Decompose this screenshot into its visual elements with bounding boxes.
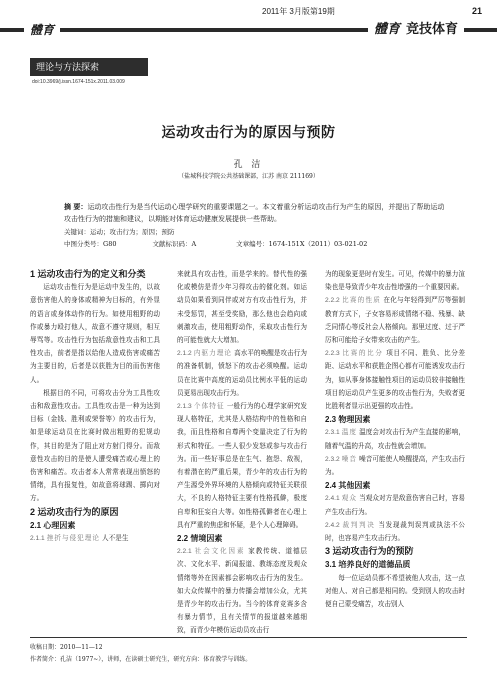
heading-text: 温度	[341, 428, 358, 437]
paragraph: 一般行为的心理学家研究发现人格特征，尤其是人格结构中的性格和自我，而且性格和自尊两个变量决定了行为的形式和特征。一些人很少发怒或参与攻击行为。而一些好事总是在生气、抱怨、敌视，有着潜在的严重后果，青少年的攻击行为的产生源受外界环境的人格倾向或特征关联很大，不良的人格特征主要有性格孤僻，极度自卑和狂妄自大等。如性格孤僻者在心理上具有严重的焦虑和怀疑，是个人心理障碍。	[177, 402, 308, 529]
section-2-heading: 2 运动攻击行为的原因	[30, 506, 119, 517]
paragraph: 当发现裁判误判或执法不公时，也容易产生攻击行为。	[325, 520, 465, 543]
subsubsection-heading	[325, 426, 465, 452]
paragraph: 高水平的唤醒是攻击行为的准备机制，愤怒下的攻击必须唤醒。运动员在比赛中高度的运动员比例水平低的运动员更易出现攻击行为。	[177, 349, 307, 397]
issue-line: 2011年 3月版第19期	[262, 7, 335, 16]
article-no-label: 文章编号：	[236, 240, 269, 248]
heading-text: 挫折与侵犯理论	[46, 534, 100, 543]
subsection-heading: 2.1 心理因素	[30, 520, 76, 530]
received-date: 收稿日期：2010—11—12	[30, 644, 103, 651]
heading-number: 2.1.3	[177, 403, 192, 411]
paragraph: 家教传统、道德层次、文化水平、新闻报道、教练态度及观众情绪等外在因素都会影响攻击行为的发生。如大众传媒中的暴力传播会增加公众，尤其是青少年的攻击行为。当今的体育竞赛多含有暴力情节，且有关情节的报道越来越细致，而青少年模仿运动员攻击行	[177, 547, 307, 635]
heading-number: 2.3.1	[325, 429, 340, 437]
subsubsection-heading	[325, 294, 465, 347]
heading-text: 观众	[341, 494, 358, 503]
subsubsection-heading	[30, 532, 160, 545]
subsubsection-heading	[177, 545, 307, 637]
section-3-heading: 3 运动攻击行为的预防	[325, 546, 414, 557]
heading-text: 个体特征	[193, 402, 225, 411]
article-title: 运动攻击行为的原因与预防	[161, 124, 336, 140]
heading-number: 2.1.1	[30, 535, 45, 543]
heading-number: 2.4.1	[325, 495, 340, 503]
paragraph: 来就具有攻击性，而是学来的。替代性的强化或模仿是青少年习得攻击的催化剂。如运动员如果看到同伴或对方有攻击性行为，并未受惩罚，甚至受奖励，那么他也会趋向或刺激攻击，使用粗野动作，采取攻击性行为的可能性就大大增加。	[177, 270, 307, 345]
heading-number: 2.2.2	[325, 297, 340, 305]
paragraph: 根据目的不同，可将攻击分为工具性攻击和敌意性攻击。工具性攻击是一种为达到目标（金钱、胜利或荣誉等）的攻击行为，如是球运动员在比赛时做出粗野的犯规动作，其目的是为了阻止对方射门得分。而敌意性攻击的目的是使人遭受痛苦或心理上的伤害和痛苦。攻击者本人常常表现出愤怒的情绪，具有报复性，如故意将球踢、掷向对方。	[30, 388, 160, 503]
heading-tail: 人不是生	[102, 534, 129, 543]
keywords-label: 关键词：	[64, 228, 90, 236]
author-note: 作者简介：孔洁（1977~），讲师，在读硕士研究生，研究方向：体育教学与训练。	[30, 656, 252, 663]
journal-name	[368, 20, 464, 40]
heading-number: 2.2.1	[177, 548, 192, 556]
page-number: 21	[472, 6, 483, 16]
abstract-label: 摘 要：	[64, 202, 88, 211]
subsection-heading: 2.3 物理因素	[325, 415, 371, 425]
paragraph: 温度会对攻击行为产生直接的影响，随着气温的升高，攻击性就会增加。	[325, 428, 465, 450]
abstract-text: 运动攻击性行为是当代运动心理学研究的重要课题之一。本文着重分析运动攻击行为产生的原因，并提出了帮助运动攻击性行为的措施和建议，以期能对体育运动健康发展提供一些帮助。	[64, 203, 445, 223]
heading-text: 噪音	[341, 454, 358, 463]
paragraph: 运动攻击性行为是运动中发生的，以故意伤害他人的身体或精神为目标的，有外显的语言或身体动作的行为。如使用粗野的动作或暴力殴打他人，故意不遵守规则，相互辱骂等。攻击性行为包括敌意性攻击和工具性攻击，前者是指以给他人造成伤害或痛苦为主要目的，后者是以获胜为目的而伤害他人。	[30, 283, 160, 384]
heading-text: 内驱力理论	[193, 349, 232, 358]
heading-text: 社会文化因素	[194, 547, 246, 556]
classification-line	[64, 239, 484, 248]
paragraph: 噪音可能使人唤醒提高，产生攻击行为。	[325, 454, 465, 477]
heading-text: 比赛的比分	[342, 349, 384, 358]
header-logo-left: 體育	[24, 20, 60, 40]
abstract	[64, 201, 448, 225]
footnote-rule	[30, 637, 467, 638]
affiliation: （盐城科技学院公共基础课部，江苏 南京 211169）	[178, 173, 319, 180]
subsection-heading: 2.2 情境因素	[177, 534, 223, 544]
subsubsection-heading	[325, 347, 465, 413]
section-tab: 理论与方法探索	[30, 58, 148, 76]
journal-logo: 體育	[374, 22, 401, 37]
heading-number: 2.2.3	[325, 350, 340, 358]
author: 孔 洁	[233, 160, 264, 170]
running-header	[0, 20, 497, 40]
keywords	[64, 227, 484, 236]
paragraph: 每一位运动员都不希望被他人攻击，这一点对他人、对自己都是相同的。受到别人的攻击时便自己蒙受痛苦，攻击别人	[325, 573, 465, 609]
subsubsection-heading	[325, 519, 465, 545]
paragraph: 当观众对方是敌意伤害自己时，容易产生攻击行为。	[325, 494, 465, 516]
doc-code-label: 文献标识码：	[152, 240, 192, 248]
subsection-heading: 2.4 其他因素	[325, 481, 371, 491]
heading-number: 2.3.2	[325, 455, 340, 463]
subsubsection-heading	[325, 453, 465, 479]
keywords-text: 运动；攻击行为；原因；预防	[90, 228, 175, 236]
column-3	[325, 268, 465, 611]
column-2	[177, 268, 307, 638]
heading-text: 比赛的性质	[342, 296, 382, 305]
subsubsection-heading	[325, 492, 465, 518]
heading-number: 2.1.2	[177, 350, 192, 358]
clc-value: G80	[103, 240, 117, 248]
paragraph: 为的现象更是时有发生。可见，传媒中的暴力渲染也是导致青少年攻击性增强的一个重要因素。	[325, 270, 465, 292]
heading-number: 2.4.2	[325, 521, 340, 529]
heading-text: 裁判判决	[342, 520, 376, 529]
article-no-value: 1674-151X（2011）03-021-02	[268, 240, 368, 248]
subsubsection-heading	[177, 347, 307, 400]
journal-title: 竞技体育	[406, 22, 459, 37]
paragraph: 项目不同、胜负、比分差距、运动水平和获胜企图心都有可能诱发攻击行为，如从事身体接触性项目的运动员较非接触性项目的运动员产生更多的攻击性行为，失败者更比胜利者显示出更强的攻击性。	[325, 349, 466, 411]
subsection-heading: 3.1 培养良好的道德品质	[325, 560, 411, 570]
section-1-heading: 1 运动攻击行为的定义和分类	[30, 269, 146, 279]
doc-code-value: A	[191, 240, 197, 248]
column-1	[30, 268, 160, 545]
subsubsection-heading	[177, 400, 307, 532]
doi: doi:10.3969/j.issn.1674-151x.2011.03.009	[32, 79, 125, 85]
paragraph: 在化与年轻得到严厉等强制教育方式下，子女容易形成情绪不稳、残暴、缺乏同情心等反社会人格倾向。那里过度、过于严厉和可能给子女带来攻击的产生。	[325, 296, 466, 345]
clc-label: 中图分类号：	[64, 240, 103, 248]
